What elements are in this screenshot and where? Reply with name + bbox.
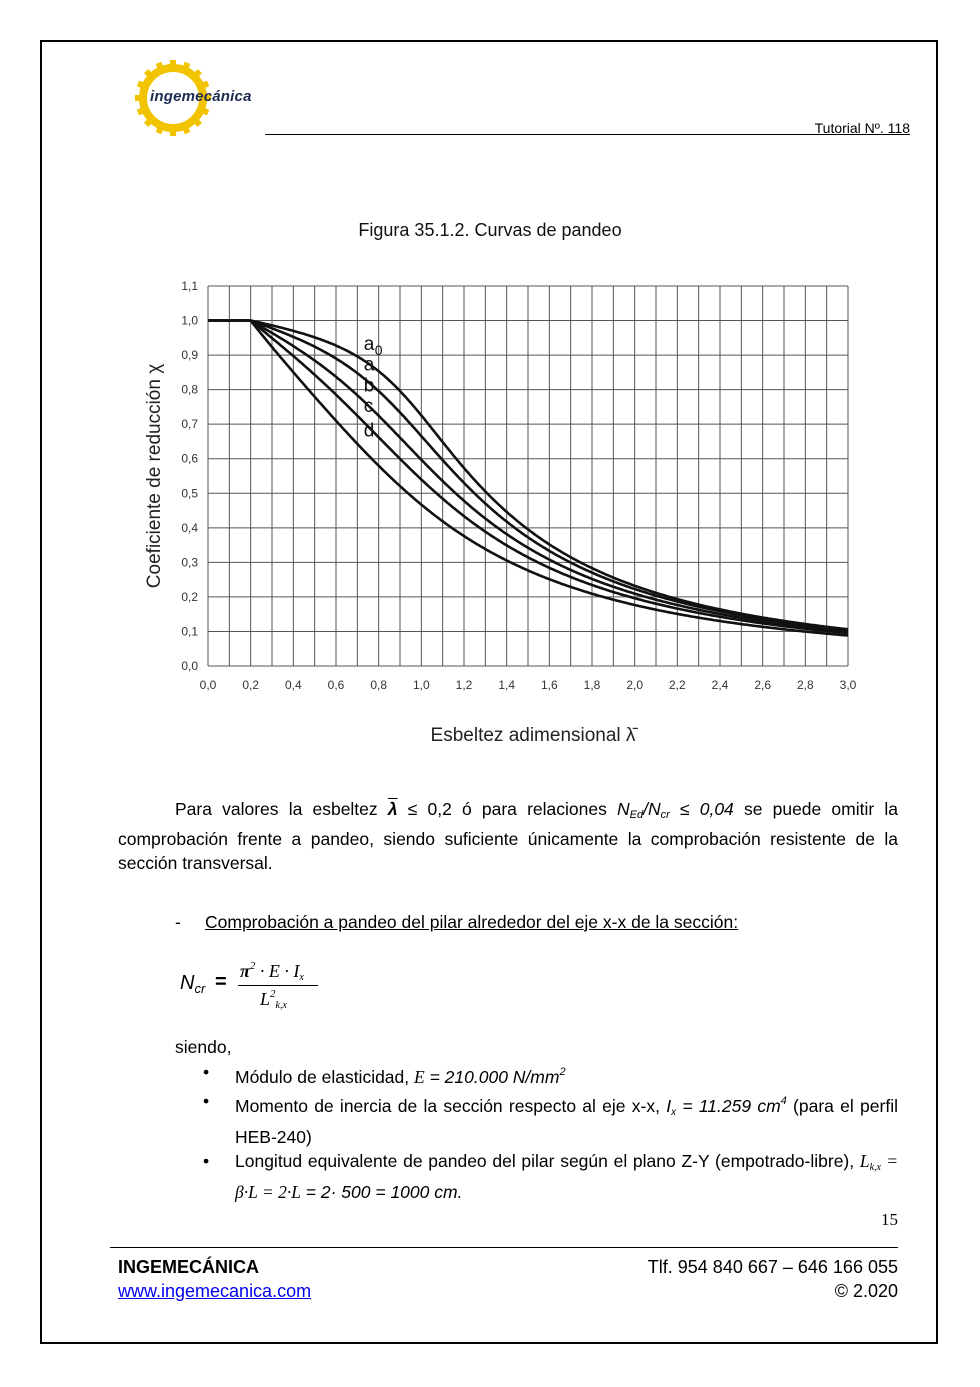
x-tick-label: 0,2 [242, 678, 260, 692]
curve-label-a: a [363, 354, 375, 376]
ncr-sub: cr [660, 809, 670, 821]
x-tick-label: 0,4 [284, 678, 302, 692]
x-tick-label: 1,4 [498, 678, 516, 692]
para-text-2: ≤ 0,2 ó para relaciones [407, 799, 607, 819]
y-tick-label: 1,1 [181, 279, 198, 293]
formula-equals: = [215, 971, 227, 993]
ned-symbol: N [617, 799, 630, 819]
x-tick-label: 0,6 [327, 678, 345, 692]
dash-bullet: - [175, 912, 181, 932]
x-tick-label: 0,0 [199, 678, 217, 692]
formula-lhs: $N_{cr}$ [180, 972, 206, 996]
x-tick-label: 1,8 [583, 678, 601, 692]
formula-denominator: $L^2k,x$ [260, 988, 287, 1011]
section-title: Comprobación a pandeo del pilar alrededor del eje x-x de la sección: [205, 912, 739, 932]
footer-copyright: © 2.020 [834, 1281, 898, 1301]
bullet-length: • Longitud equivalente de pandeo del pilar según el plano Z-Y (empotrado-libre), Lk,x = β·L = 2·L = 2· 500 = 1000 cm. [203, 1151, 899, 1202]
x-tick-label: 2,2 [668, 678, 686, 692]
y-tick-label: 0,9 [181, 348, 198, 363]
y-tick-label: 0,2 [181, 589, 198, 604]
footer-company: INGEMECÁNICA [118, 1257, 260, 1277]
page-number: 15 [881, 1210, 898, 1229]
curve-label-b: b [363, 375, 375, 397]
y-tick-label: 0,4 [181, 520, 198, 535]
footer-rule [110, 1247, 898, 1248]
x-tick-label: 0,8 [370, 678, 388, 692]
tutorial-number: Tutorial Nº. 118 [814, 120, 910, 136]
siendo-label: siendo, [175, 1037, 232, 1057]
y-tick-label: 0,7 [181, 417, 198, 432]
bullet-inertia: • Momento de inercia de la sección respecto al eje x-x, Ix = 11.259 $cm^4$ (para el perfil HEB-240) [203, 1091, 898, 1147]
y-tick-label: 0,3 [181, 555, 198, 570]
figure-title: Figura 35.1.2. Curvas de pandeo [358, 220, 622, 240]
y-tick-label: 0,6 [181, 451, 198, 466]
section-heading [175, 912, 738, 933]
y-tick-label: 0,8 [181, 382, 198, 397]
para-text-1: Para valores la esbeltez [175, 799, 378, 819]
x-tick-label: 2,4 [711, 678, 729, 692]
fraction-bar [238, 985, 318, 986]
para-text-4: se puede omitir la comprobación frente a pandeo, siendo suficiente únicamente la comprobación resistente de la sección transversal. [118, 799, 898, 873]
y-tick-label: 0,0 [181, 659, 198, 673]
y-tick-label: 1,0 [181, 313, 198, 328]
footer-url-link[interactable]: www.ingemecanica.com [118, 1281, 312, 1301]
x-tick-label: 1,2 [455, 678, 473, 692]
x-tick-label: 1,0 [412, 678, 430, 692]
logo-text: ingemecánica [150, 88, 252, 105]
x-tick-label: 1,6 [540, 678, 558, 692]
ned-sub: Ed [629, 809, 644, 821]
curve-label-sub: 0 [374, 341, 383, 358]
footer-phone: Tlf. 954 840 667 – 646 166 055 [647, 1257, 898, 1277]
x-tick-label: 2,8 [796, 678, 814, 692]
formula-numerator: $\pi^2 \cdot E \cdot Ix$ [240, 960, 304, 983]
ratio-limit: ≤ 0,04 [679, 799, 734, 819]
y-tick-label: 0,1 [181, 624, 198, 639]
curve-label-c: c [363, 396, 374, 418]
x-tick-label: 2,6 [754, 678, 772, 692]
y-tick-label: 0,5 [181, 486, 198, 501]
x-axis-label: Esbeltez adimensional λ̄ [430, 725, 636, 746]
ncr-formula [180, 958, 380, 1018]
curve-label-d: d [363, 420, 375, 442]
x-tick-label: 2,0 [626, 678, 644, 692]
x-tick-label: 3,0 [839, 678, 857, 692]
lambda-symbol: $\overline{\lambda}$ [387, 799, 398, 819]
ncr-symbol: /N [643, 799, 661, 819]
bullet-elasticity: • Módulo de elasticidad, E = 210.000 $N/mm^2$ [203, 1062, 566, 1087]
bullet-list [175, 1060, 898, 1204]
paragraph-slenderness [118, 797, 898, 875]
y-axis-label: Coeficiente de reducción χ [144, 363, 165, 589]
curve-label-a0: a [363, 333, 375, 355]
